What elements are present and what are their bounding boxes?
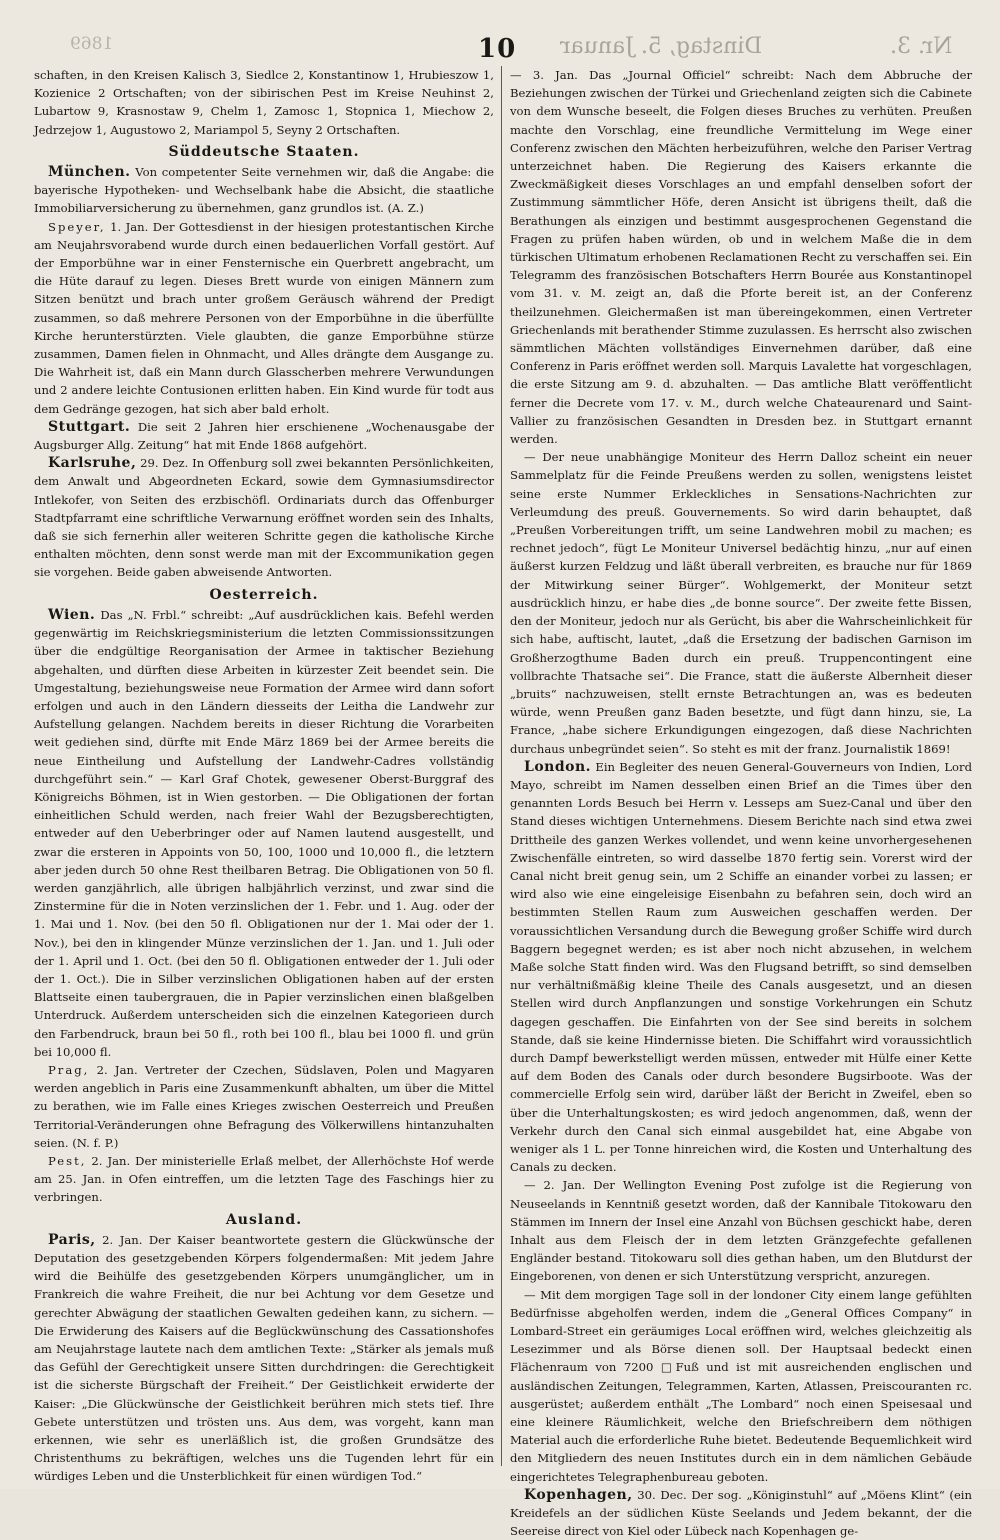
article-text: Ein Begleiter des neuen General-Gouverneurs von Indien, Lord Mayo, schreibt im Namen desselben einen Brief an die Times über den genannten Lords Besuch bei Herrn v. Lesseps am Suez-Canal und über den Stand dieses wichtigen Unternehmens. Diesem Berichte nach sind etwa zwei Drittheile des ganzen Werkes vollendet, und wenn keine unvorhergesehenen Zwischenfälle eintreten, so wird dasselbe 1870 fertig sein. Vorerst wird der Canal nicht breit genug sein, um 2 Schiffe an einander vorbei zu lassen; er wird also wie eine eingeleisige Eisenbahn zu befahren sein, doch wird an bestimmten Stellen Raum zum Ausweichen geschaffen werden. Der voraussichtlichen Versandung durch die Bewegung großer Schiffe wird durch Baggern begegnet werden; es ist aber noch nicht abzusehen, in welchem Maße solche Statt finden wird. Was den Flugsand betrifft, so sind demselben nur verhältnißmäßig kleine Theile des Canals ausgesetzt, und an diesen Stellen wird durch Anpflanzungen und sonstige Vorkehrungen ein Schutz dagegen geschaffen. Die Einfahrten von der See sind bereits in solchem Stande, daß sie keine Hindernisse bieten. Die Schiffahrt wird voraussichtlich durch Dampf bewerkstelligt werden müssen, entweder mit Hülfe einer Kette auf dem Boden des Canals oder durch besondere Bugsirboote. Was der commercielle Erfolg sein wird, darüber läßt der Bericht in Zweifel, eben so über die Unterhaltungskosten; es wird jedoch angenommen, daß, wenn der Verkehr durch den Canal sich einmal ausgebildet hat, eine Abgabe von weniger als 1 L. per Tonne hinreichen wird, die Kosten und Unterhaltung des Canals zu decken. [510,759,972,1175]
article-text: 30. Dec. Der sog. „Königinstuhl“ auf „Möens Klint“ (ein Kreidefels an der südlichen Küste Seelands und Jedem bekannt, der die Seereise direct von Kiel oder Lübeck nach Kopenhagen ge- [510,1487,972,1539]
article-text: Von competenter Seite vernehmen wir, daß die Angabe: die bayerische Hypotheken- und Wechselbank habe die Absicht, die staatliche Immobiliarversicherung zu übernehmen, ganz grundlos ist. (A. Z.) [34,165,494,216]
section-heading-ausland: Ausland. [225,1211,303,1228]
section-heading-oesterreich: Oesterreich. [209,586,319,603]
article-paragraph: — Mit dem morgigen Tage soll in der londoner City einem lange gefühlten Bedürfnisse abgeholfen werden, indem die „General Offices Company“ in Lombard-Street ein geräumiges Local eröffnen wird, welches gleichzeitig als Lesezimmer und als Börse dienen soll. Der Hauptsaal bedeckt einen Flächenraum von 7200 □Fuß und ist mit ausreichenden englischen und ausländischen Zeitungen, Telegrammen, Karten, Atlassen, Preiscouranten rc. ausgerüstet; außerdem enthält „The Lombard“ noch einen Speisesaal und eine kleinere Räumlichkeit, welche den Briefschreibern dem nöthigen Material auch die erforderliche Ruhe bietet. Bedeutende Bequemlichkeit wird den Mitgliedern des neuen Institutes durch ein in dem nämlichen Gebäude eingerichtetes Telegraphenbureau geboten. [510,1287,972,1484]
dateline-karlsruhe: Karlsruhe, [48,455,137,472]
article-paragraph: — 3. Jan. Das „Journal Officiel“ schreibt: Nach dem Abbruche der Beziehungen zwischen der Türkei und Griechenland zeigten sich die Cabinete von dem Wunsche beseelt, die Folgen dieses Bruches zu verhüten. Preußen machte den Vorschlag, eine freundliche Vermittelung im Wege einer Conferenz zwischen den Mächten herbeizuführen, welche den Pariser Vertrag unterzeichnet haben. Die Regierung des Kaisers erkannte die Zweckmäßigkeit dieses Vorschlages an und empfahl denselben sofort der Zustimmung sämmtlicher Höfe, deren Ansicht ist übrigens theilt, daß die Berathungen als einzigen und bestimmt ausgesprochenen Gegenstand die Fragen zu prüfen haben würden, ob und in welchem Maße die in dem türkischen Ultimatum erhobenen Reclamationen Recht zu verschaffen sei. Ein Telegramm des französischen Botschafters Herrn Bourée aus Konstantinopel vom 31. v. M. zeigt an, daß die Pforte bereit ist, an der Conferenz theilzunehmen. Gleichermaßen ist man übereingekommen, einen Vertreter Griechenlands mit berathender Stimme zuzulassen. Es herrscht also zwischen sämmtlichen Mächten vollständiges Einvernehmen darüber, daß eine Conferenz in Paris eröffnet werden soll. Marquis Lavalette hat vorgeschlagen, die erste Sitzung am 9. d. abzuhalten. — Das amtliche Blatt veröffentlicht ferner die Decrete vom 17. v. M., durch welche Chateaurenard und Saint-Vallier zu französischen Gesandten in Dresden bez. in Stuttgart ernannt werden. [510,68,972,447]
article-paragraph: schaften, in den Kreisen Kalisch 3, Siedlce 2, Konstantinow 1, Hrubieszow 1, Kozienice 2 Ortschaften; von der sibirischen Pest im Kreise Neuhinst 2, Lubartow 9, Krasnostaw 9, Chelm 1, Zamosc 1, Stopnica 1, Miechow 2, Jedrzejow 1, Augustowo 2, Mariampol 5, Seyny 2 Ortschaften. [34,68,494,137]
section-heading-sueddeutsche: Süddeutsche Staaten. [168,143,360,160]
bleed-through-issue: Nr. 3. [890,34,953,59]
article-paris [34,1231,494,1486]
article-wien [34,606,494,1061]
article-muenchen [34,163,494,218]
dateline-speyer: Speyer, [48,219,106,234]
column-divider [501,66,502,1466]
dateline-kopenhagen: Kopenhagen, [524,1486,633,1503]
article-prag [34,1061,494,1152]
dateline-pest: Pest, [48,1153,87,1168]
dateline-stuttgart: Stuttgart. [48,418,131,435]
dateline-prag: Prag, [48,1062,90,1077]
article-london [510,758,972,1177]
article-karlsruhe [34,454,494,581]
article-text: 29. Dez. In Offenburg soll zwei bekannten Persönlichkeiten, dem Anwalt und Abgeordneten Eckard, sowie dem Gymnasiumsdirector Intlekofer, von Seiten des erzbischöfl. Ordinariats durch das Offenburger Stadtpfarramt eine schriftliche Verwarnung eröffnet worden sein des Inhalts, daß sie sich fernerhin aller weiteren Schritte gegen die katholische Kirche enthalten möchten, denn sonst werde man mit der Excommunikation gegen sie vorgehen. Beide gaben abweisende Antworten. [34,456,494,580]
bleed-through-date: Dinstag, 5. Januar [560,34,763,59]
article-text: 2. Jan. Der ministerielle Erlaß melbet, der Allerhöchste Hof werde am 25. Jan. in Ofen eintreffen, um die letzten Tage des Faschings hier zu verbringen. [34,1153,494,1205]
article-speyer [34,218,494,418]
article-text: 2. Jan. Vertreter der Czechen, Südslaven, Polen und Magyaren werden angeblich in Paris eine Zusammenkunft abhalten, um über die Mittel zu berathen, wie im Falle eines Krieges zwischen Oesterreich und Preußen Territorial-Veränderungen ohne Befragung des Völkerwillens hintanzuhalten seien. (N. f. P.) [34,1062,494,1150]
article-text: 1. Jan. Der Gottesdienst in der hiesigen protestantischen Kirche am Neujahrsvorabend wurde durch einen bedauerlichen Vorfall gestört. Auf der Emporbühne war in einer Fensternische ein Querbrett angebracht, um die Hüte darauf zu legen. Dieses Brett wurde von einigen Männern zum Sitzen benützt und brach unter großem Geräusch während der Predigt zusammen, so daß mehrere Personen von der Emporbühne in die überfüllte Kirche herunterstürzten. Viele glaubten, die ganze Emporbühne stürze zusammen, Damen fielen in Ohnmacht, und Alles drängte dem Ausgange zu. Die Wahrheit ist, daß ein Mann durch Glasscherben mehrere Verwundungen und 2 andere leichte Contusionen erlitten haben. Ein Kind wurde für todt aus dem Gedränge gezogen, hat sich aber bald erholt. [34,219,494,416]
article-text: Die seit 2 Jahren hier erschienene „Wochenausgabe der Augsburger Allg. Zeitung“ hat mit Ende 1868 aufgehört. [34,419,494,453]
dateline-london: London. [524,758,592,775]
article-text: 2. Jan. Der Kaiser beantwortete gestern die Glückwünsche der Deputation des gesetzgebenden Körpers folgendermaßen: Mit jedem Jahre wird die Beihülfe des gesetzgebenden Körpers unumgänglicher, um in Frankreich die wahre Freiheit, die nur bei Achtung vor dem Gesetze und gerechter Abwägung der staatlichen Gewalten gedeihen kann, zu sichern. — Die Erwiderung des Kaisers auf die Beglückwünschung des Cassationshofes am Neujahrstage lautete nach dem amtlichen Texte: „Stärker als jemals muß das Gefühl der Gerechtigkeit unsere Sitten durchdringen: die Gerechtigkeit ist die sicherste Bürgschaft der Freiheit.“ Der Geistlichkeit erwiderte der Kaiser: „Die Glückwünsche der Geistlichkeit berühren mich stets tief. Ihre Gebete unterstützen und trösten uns. Aus dem, was vorgeht, kann man erkennen, wie sehr es unerläßlich ist, die großen Grundsätze des Christenthums zu bekräftigen, welches uns die Tugenden lehrt für ein würdiges Leben und die Unsterblichkeit für einen würdigen Tod.“ [34,1232,494,1484]
bleed-through-year: 1869 [70,34,114,54]
article-stuttgart [34,418,494,454]
left-column [34,66,494,1484]
article-paragraph: — 2. Jan. Der Wellington Evening Post zufolge ist die Regierung von Neuseelands in Kenntniß gesetzt worden, daß der Kannibale Titokowaru den Stämmen im Innern der Insel eine Anzahl von Büchsen geschickt habe, deren Inhalt aus dem Fleisch der in dem letzten Gränzgefechte gefallenen Engländer bestand. Titokowaru soll dies gethan haben, um den Blutdurst der Eingeborenen, von denen er sich Unterstützung verspricht, anzuregen. [510,1178,972,1284]
dateline-paris: Paris, [48,1231,96,1248]
article-paragraph: — Der neue unabhängige Moniteur des Herrn Dalloz scheint ein neuer Sammelplatz für die Feinde Preußens werden zu sollen, wenigstens leistet seine erste Nummer Erkleckliches in Sensations-Nachrichten zur Verleumdung des preuß. Gouvernements. So wird darin behauptet, daß „Preußen Vorbereitungen trifft, um seine Landwehren mobil zu machen; es rechnet jedoch“, fügt Le Moniteur Universel bedächtig hinzu, „nur auf einen äußerst kurzen Feldzug und läßt überall verbreiten, es brauche nur für 1869 der Mitwirkung seiner Bürger“. Wohlgemerkt, der Moniteur setzt ausdrücklich hinzu, er habe dies „de bonne source“. Der zweite fette Bissen, den der Moniteur, jedoch nur als Gerücht, bis aber die Wahrscheinlichkeit für sich habe, auftischt, lautet, „daß die Ersetzung der badischen Garnison im Großherzogthume Baden durch ein preuß. Truppencontingent eine vollbrachte Thatsache sei“. Die France, statt die äußerste Albernheit dieser „bruits“ nachzuweisen, stellt ernste Betrachtungen an, was es bedeuten würde, wenn Preußen ganz Baden besetzte, und fügt dann hinzu, sie, La France, „habe sichere Erkundigungen eingezogen, daß diese Nachrichten durchaus unbegründet seien“. So steht es mit der franz. Journalistik 1869! [510,450,972,756]
article-text: Das „N. Frbl.“ schreibt: „Auf ausdrücklichen kais. Befehl werden gegenwärtig im Reichskriegsministerium die letzten Commissionssitzungen über die endgültige Reorganisation der Armee in taktischer Beziehung abgehalten, und dürften diese Arbeiten in kürzester Zeit beendet sein. Die Umgestaltung, beziehungsweise neue Formation der Armee wird dann sofort erfolgen und auch in den Ländern diesseits der Leitha die Landwehr zur Aufstellung gelangen. Nachdem bereits in dieser Richtung die Vorarbeiten weit gediehen sind, dürfte mit Ende März 1869 bei der Armee bereits die neue Eintheilung und Aufstellung der Landwehr-Cadres vollständig durchgeführt sein.“ — Karl Graf Chotek, gewesener Oberst-Burggraf des Königreichs Böhmen, ist in Wien gestorben. — Die Obligationen der fortan einheitlichen Schuld werden, nach freier Wahl der Bezugsberechtigten, entweder auf den Ueberbringer oder auf Namen lautend ausgestellt, und zwar die ersteren in Appoints von 50, 100, 1000 und 10,000 fl., die letztern aber jeden durch 50 ohne Rest theilbaren Betrag. Die Obligationen von 50 fl. werden ganzjährlich, alle übrigen halbjährlich verzinst, und zwar sind die Zinstermine für die in Noten verzinslichen der 1. Febr. und 1. Aug. oder der 1. Mai und 1. Nov. (bei den 50 fl. Obligationen nur der 1. Mai oder der 1. Nov.), bei den in klingender Münze verzinslichen der 1. Jan. und 1. Juli oder der 1. April und 1. Oct. (bei den 50 fl. Obligationen entweder der 1. Juli oder der 1. Oct.). Die in Silber verzinslichen Obligationen haben auf der ersten Blattseite einen taubergrauen, die in Papier verzinslichen einen blaßgelben Unterdruck. Außerdem unterscheiden sich die einzelnen Kategorieen durch den Farbendruck, braun bei 50 fl., roth bei 100 fl., blau bei 1000 fl. und grün bei 10,000 fl. [34,607,494,1059]
right-column [510,66,972,1539]
page-header [0,34,1000,64]
dateline-muenchen: München. [48,164,131,181]
article-kopenhagen [510,1486,972,1540]
dateline-wien: Wien. [48,606,96,623]
page-number: 10 [478,34,517,64]
article-pest [34,1152,494,1207]
